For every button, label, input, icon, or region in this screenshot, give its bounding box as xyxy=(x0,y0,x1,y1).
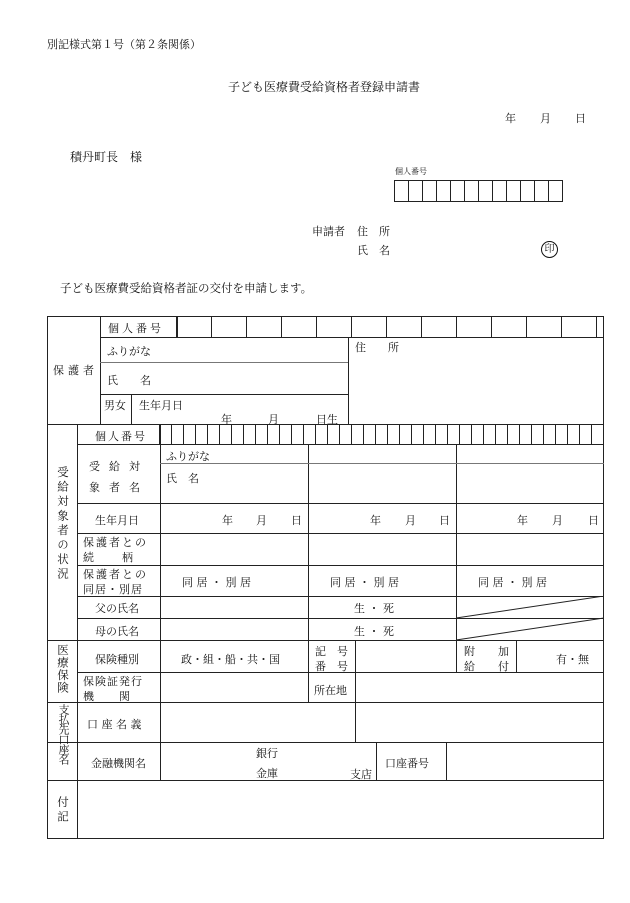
cohab-option[interactable]: 同 居 ・ 別 居 xyxy=(478,576,547,589)
guardian-address-label: 住 所 xyxy=(355,341,399,354)
table-border xyxy=(47,316,48,839)
table-divider xyxy=(308,640,309,702)
mynumber-digit-box[interactable] xyxy=(394,180,409,202)
mynumber-digit-box[interactable] xyxy=(421,316,457,338)
table-divider xyxy=(131,394,132,424)
cohab-option[interactable]: 同 居 ・ 別 居 xyxy=(182,576,251,589)
date-year: 年 xyxy=(517,514,528,527)
table-divider xyxy=(355,640,356,702)
mynumber-digit-box[interactable] xyxy=(526,316,562,338)
diagonal-strike xyxy=(456,596,604,640)
subject-mynumber-boxes[interactable] xyxy=(160,424,592,445)
date-month: 月 xyxy=(256,514,267,527)
subject-birth-label: 生年月日 xyxy=(95,514,139,527)
table-divider xyxy=(516,640,517,672)
subject-recipient-label: 受給対 xyxy=(89,460,149,473)
date-year-label: 年 xyxy=(505,112,516,125)
mynumber-digit-box[interactable] xyxy=(534,180,549,202)
table-divider xyxy=(446,742,447,780)
applicant-mynumber-label: 個人番号 xyxy=(395,167,427,176)
table-divider xyxy=(77,702,78,780)
table-divider xyxy=(160,672,161,702)
date-month: 月 xyxy=(552,514,563,527)
applicant-label: 申請者 xyxy=(312,225,345,238)
addressee: 積丹町長 様 xyxy=(70,150,143,164)
table-divider xyxy=(456,640,457,672)
guardian-name-label: 氏 名 xyxy=(107,374,151,387)
date-month: 月 xyxy=(405,514,416,527)
table-divider xyxy=(77,640,78,702)
date-day: 日 xyxy=(291,514,302,527)
guardian-birth-day: 日生 xyxy=(316,413,338,426)
table-divider xyxy=(77,533,604,534)
table-divider xyxy=(160,640,161,672)
mynumber-digit-box[interactable] xyxy=(506,180,521,202)
insurance-symbol-label: 記 号 xyxy=(315,645,348,658)
applicant-name-label: 氏 名 xyxy=(357,244,390,257)
table-divider xyxy=(308,444,309,640)
date-month-label: 月 xyxy=(540,112,551,125)
date-day-label: 日 xyxy=(575,112,586,125)
mynumber-digit-box[interactable] xyxy=(408,180,423,202)
branch-suffix: 支店 xyxy=(350,768,372,781)
subject-section-label: 受給対象者の状況 xyxy=(56,466,70,582)
application-statement: 子ども医療費受給資格者証の交付を申請します。 xyxy=(60,281,313,295)
mynumber-digit-box[interactable] xyxy=(386,316,422,338)
mynumber-digit-box[interactable] xyxy=(478,180,493,202)
date-year: 年 xyxy=(222,514,233,527)
mynumber-digit-box[interactable] xyxy=(316,316,352,338)
mynumber-digit-box[interactable] xyxy=(464,180,479,202)
subject-recipient-label: 象者名 xyxy=(89,481,149,494)
account-number-label: 口座番号 xyxy=(385,757,429,770)
notes-field[interactable] xyxy=(78,781,602,837)
table-divider xyxy=(77,424,78,640)
subject-cohab-label: 保護者との xyxy=(83,568,148,581)
date-day: 日 xyxy=(439,514,450,527)
mynumber-digit-box[interactable] xyxy=(492,180,507,202)
kinko-suffix: 金庫 xyxy=(256,767,278,780)
table-divider xyxy=(160,424,161,640)
payment-section-label: 支払先口座名 xyxy=(57,704,70,764)
table-divider xyxy=(160,463,604,464)
mynumber-digit-box[interactable] xyxy=(351,316,387,338)
mynumber-digit-box[interactable] xyxy=(281,316,317,338)
table-divider xyxy=(100,362,348,363)
table-divider xyxy=(100,394,348,395)
mynumber-digit-box[interactable] xyxy=(548,180,563,202)
bank-name-label: 金融機関名 xyxy=(91,757,146,770)
guardian-birth-label: 生年月日 xyxy=(139,399,183,412)
table-border xyxy=(47,838,604,839)
mynumber-digit-box[interactable] xyxy=(176,316,212,338)
subject-relation-label: 保護者との xyxy=(83,536,148,549)
addpay-options[interactable]: 有・無 xyxy=(556,653,589,666)
mynumber-digit-box[interactable] xyxy=(520,180,535,202)
subject-relation-label: 続 柄 xyxy=(83,551,135,564)
insurance-type-options[interactable]: 政・組・船・共・国 xyxy=(181,653,280,666)
table-divider xyxy=(77,565,604,566)
table-divider xyxy=(100,316,101,424)
addpay-label: 附 加 xyxy=(464,645,515,658)
seal-icon: 印 xyxy=(541,241,558,258)
cohab-option[interactable]: 同 居 ・ 別 居 xyxy=(330,576,399,589)
table-divider xyxy=(47,742,604,743)
insurance-type-label: 保険種別 xyxy=(95,653,139,666)
insurance-issuer-label: 機 関 xyxy=(83,690,131,703)
addpay-label: 給 付 xyxy=(464,660,515,673)
insurance-issuer-label: 保険証発行 xyxy=(83,675,143,688)
guardian-sex-label: 男女 xyxy=(104,399,126,412)
table-border xyxy=(603,316,604,839)
father-name-label: 父の氏名 xyxy=(95,602,139,615)
subject-mynumber-label: 個人番号 xyxy=(95,430,147,443)
bank-suffix: 銀行 xyxy=(256,747,278,760)
mynumber-digit-box[interactable] xyxy=(211,316,247,338)
mynumber-digit-box[interactable] xyxy=(246,316,282,338)
mynumber-digit-box[interactable] xyxy=(450,180,465,202)
table-divider xyxy=(376,742,377,780)
table-divider xyxy=(47,640,604,641)
table-divider xyxy=(77,503,604,504)
table-divider xyxy=(348,337,349,424)
guardian-birth-year: 年 xyxy=(221,413,232,426)
account-holder-label: 口 座 名 義 xyxy=(87,718,142,731)
insurance-section-label: 医療保険 xyxy=(56,644,70,694)
mynumber-digit-box[interactable] xyxy=(456,316,492,338)
guardian-section-label: 保護者 xyxy=(53,364,98,377)
subject-name-label: 氏 名 xyxy=(166,472,199,485)
guardian-mynumber-label: 個人番号 xyxy=(108,322,164,335)
mynumber-digit-box[interactable] xyxy=(436,180,451,202)
guardian-mynumber-boxes[interactable] xyxy=(177,316,597,338)
guardian-birth-month: 月 xyxy=(268,413,279,426)
applicant-mynumber-boxes[interactable] xyxy=(395,180,563,202)
mynumber-digit-box[interactable] xyxy=(579,424,592,445)
applicant-address-label: 住 所 xyxy=(357,225,390,238)
mynumber-digit-box[interactable] xyxy=(491,316,527,338)
insurance-location-label: 所在地 xyxy=(314,684,347,697)
guardian-furigana-label: ふりがな xyxy=(107,345,151,358)
page-title: 子ども医療費受給資格者登録申請書 xyxy=(228,80,421,94)
mother-alive-dead[interactable]: 生 ・ 死 xyxy=(354,625,394,638)
insurance-symbol-label: 番 号 xyxy=(315,660,348,673)
date-day: 日 xyxy=(588,514,599,527)
form-number: 別記様式第１号（第２条関係） xyxy=(47,38,201,51)
table-divider xyxy=(160,702,161,780)
date-year: 年 xyxy=(370,514,381,527)
notes-section-label: 付記 xyxy=(56,796,70,825)
mynumber-digit-box[interactable] xyxy=(422,180,437,202)
mynumber-digit-box[interactable] xyxy=(561,316,597,338)
father-alive-dead[interactable]: 生 ・ 死 xyxy=(354,602,394,615)
table-divider xyxy=(355,702,356,742)
mother-name-label: 母の氏名 xyxy=(95,625,139,638)
subject-cohab-label: 同居・別居 xyxy=(83,583,143,596)
subject-furigana-label: ふりがな xyxy=(166,450,210,463)
